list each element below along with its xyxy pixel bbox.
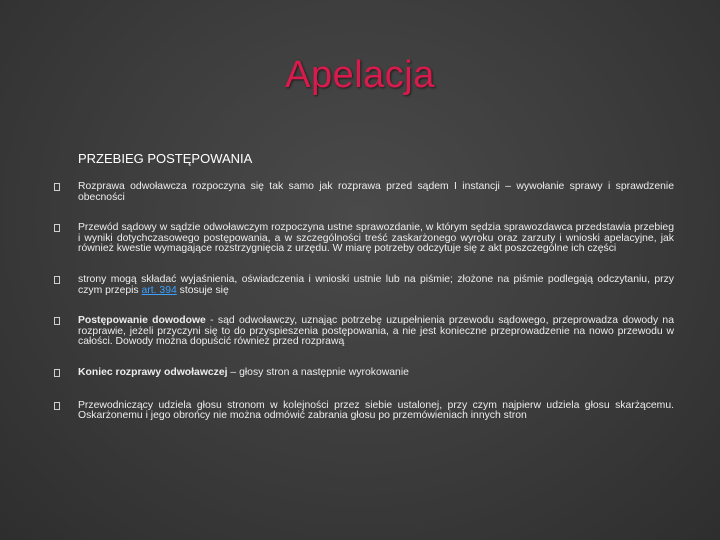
square-bullet-icon (54, 369, 60, 377)
bullet-text-rest: - sąd odwoławczy, uznając potrzebę uzupełnienia przewodu sądowego, przeprowadza dowody na rozprawie, jeżeli przyczyni się to do przyspieszenia postępowania, a nie jest konieczne przeprowadzenie na nowo przewodu w całości. Dowody można dopuścić również przed rozprawą (78, 315, 674, 348)
bullet-text (78, 275, 674, 296)
bullet-bold-lead: Koniec rozprawy odwoławczej (78, 366, 228, 378)
bullet-text: Przewód sądowy w sądzie odwoławczym rozpoczyna ustne sprawozdanie, w którym sędzia sprawozdawca przedstawia przebieg i wyniki dotychczasowego postępowania, a w szczególności treść zaskarżonego wyroku oraz zarzuty i wnioski apelacyjne, jak również kwestie wymagające rozstrzygnięcia z urzędu. W miarę potrzeby odczytuje się z akt poszczególne ich części (78, 222, 674, 255)
square-bullet-icon (54, 276, 60, 284)
article-link[interactable]: art. 394 (141, 284, 177, 296)
square-bullet-icon (54, 317, 60, 325)
bullet-text-after: stosuje się (176, 284, 229, 296)
bullet-item (54, 223, 674, 255)
bullet-item (54, 316, 674, 348)
bullet-text: Przewodniczący udziela głosu stronom w kolejności przez siebie ustalonej, przy czym najpierw udziela głosu skarżącemu. Oskarżonemu i jego obrońcy nie można odmówić zabrania głosu po przemówieniach innych stron (78, 399, 674, 422)
slide-subtitle: PRZEBIEG POSTĘPOWANIA (78, 151, 253, 166)
bullet-text-rest: – głosy stron a następnie wyrokowanie (227, 366, 409, 378)
bullet-item (54, 401, 674, 422)
bullet-text-before: strony mogą składać wyjaśnienia, oświadczenia i wnioski ustnie lub na piśmie; złożone na piśmie podlegają odczytaniu, przy czym przepis (78, 273, 674, 296)
slide-title: Apelacja (285, 54, 435, 96)
bullet-item (54, 275, 674, 296)
bullet-bold-lead: Postępowanie dowodowe (78, 315, 206, 327)
bullet-text (78, 368, 674, 379)
bullet-item (54, 182, 674, 203)
bullet-item (54, 368, 674, 381)
bullet-text: Rozprawa odwoławcza rozpoczyna się tak samo jak rozprawa przed sądem I instancji – wywołanie sprawy i sprawdzenie obecności (78, 181, 674, 203)
bullet-list (54, 182, 674, 422)
square-bullet-icon (54, 224, 60, 232)
square-bullet-icon (54, 402, 60, 410)
bullet-text (78, 316, 674, 348)
square-bullet-icon (54, 183, 60, 191)
